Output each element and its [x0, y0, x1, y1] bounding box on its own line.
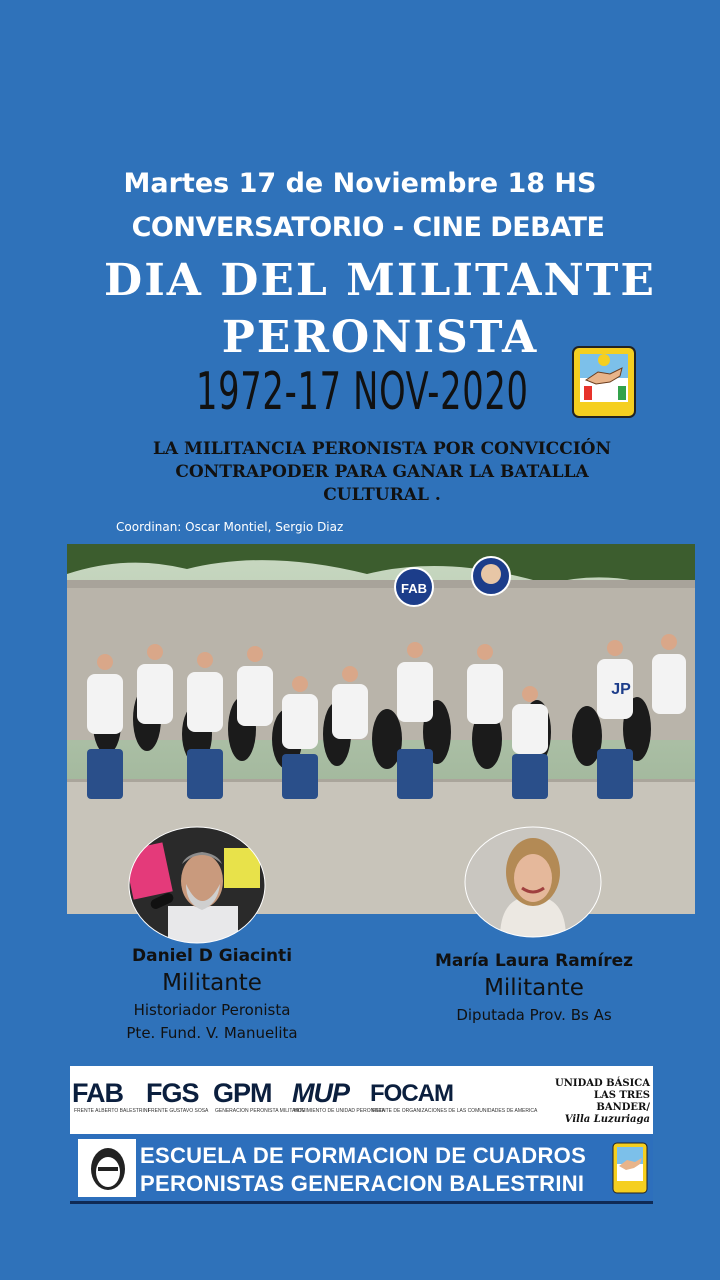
organizations-banner: [70, 1066, 653, 1134]
event-subtitle: CONVERSATORIO - CINE DEBATE: [131, 212, 605, 243]
photo-banner-fab: FAB: [401, 581, 427, 596]
title-line-1: DIA DEL MILITANTE: [104, 255, 656, 306]
speaker-1-desc-1: Historiador Peronista: [133, 1001, 291, 1019]
ub-line-2: LAS TRES BANDER/: [593, 1090, 650, 1113]
pj-shield-small-icon: [612, 1142, 648, 1194]
speaker-photo-maria: [464, 826, 602, 938]
school-line-1: ESCUELA DE FORMACION DE CUADROS: [140, 1143, 587, 1168]
org-mup: MUP: [292, 1078, 349, 1108]
motto-line-3: CULTURAL .: [323, 485, 441, 505]
motto-line-2: CONTRAPODER PARA GANAR LA BATALLA: [175, 462, 589, 482]
org-mup-sub: MOVIMIENTO DE UNIDAD PERONISTA: [294, 1108, 385, 1114]
ub-line-3: Villa Luzuriaga: [564, 1114, 650, 1125]
speaker-2-desc-1: Diputada Prov. Bs As: [456, 1006, 612, 1024]
org-fgs: FGS: [146, 1078, 199, 1108]
org-unidad-basica: [542, 1078, 650, 1126]
org-focam-sub: FRENTE DE ORGANIZACIONES DE LAS COMUNIDADES DE AMERICA: [372, 1108, 538, 1114]
speaker-1-desc-2: Pte. Fund. V. Manuelita: [126, 1024, 298, 1042]
balestrini-portrait-icon: [78, 1139, 136, 1197]
school-line-2: PERONISTAS GENERACION BALESTRINI: [140, 1171, 585, 1196]
speaker-2-name: María Laura Ramírez: [434, 951, 634, 971]
event-date: Martes 17 de Noviembre 18 HS: [123, 168, 597, 199]
ub-line-1: UNIDAD BÁSICA: [555, 1078, 650, 1089]
motto-line-1: LA MILITANCIA PERONISTA POR CONVICCIÓN: [152, 439, 612, 459]
photo-shirt-jp: JP: [611, 681, 631, 698]
org-focam: FOCAM: [370, 1080, 453, 1107]
speaker-2-role: Militante: [484, 975, 584, 1001]
speaker-2: [412, 951, 656, 1027]
anniversary-dates: 1972-17 NOV-2020: [196, 362, 529, 422]
speaker-1-role: Militante: [162, 970, 262, 996]
speaker-1: [86, 946, 338, 1045]
speaker-photo-daniel: [128, 826, 266, 944]
pj-shield-logo: [572, 346, 636, 418]
org-fgs-sub: FRENTE GUSTAVO SOSA: [148, 1108, 209, 1114]
org-gpm-sub: GENERACION PERONISTA MILITANTE: [215, 1108, 306, 1114]
org-gpm: GPM: [213, 1078, 272, 1108]
motto: [0, 438, 720, 507]
org-fab: FAB: [72, 1078, 123, 1108]
school-banner: [70, 1134, 653, 1204]
school-title: [140, 1142, 586, 1198]
title-line-2: PERONISTA: [221, 312, 539, 363]
org-fab-sub: FRENTE ALBERTO BALESTRINI: [74, 1108, 149, 1114]
speaker-1-name: Daniel D Giacinti: [131, 946, 293, 966]
coordinators: Coordinan: Oscar Montiel, Sergio Diaz: [116, 520, 344, 534]
